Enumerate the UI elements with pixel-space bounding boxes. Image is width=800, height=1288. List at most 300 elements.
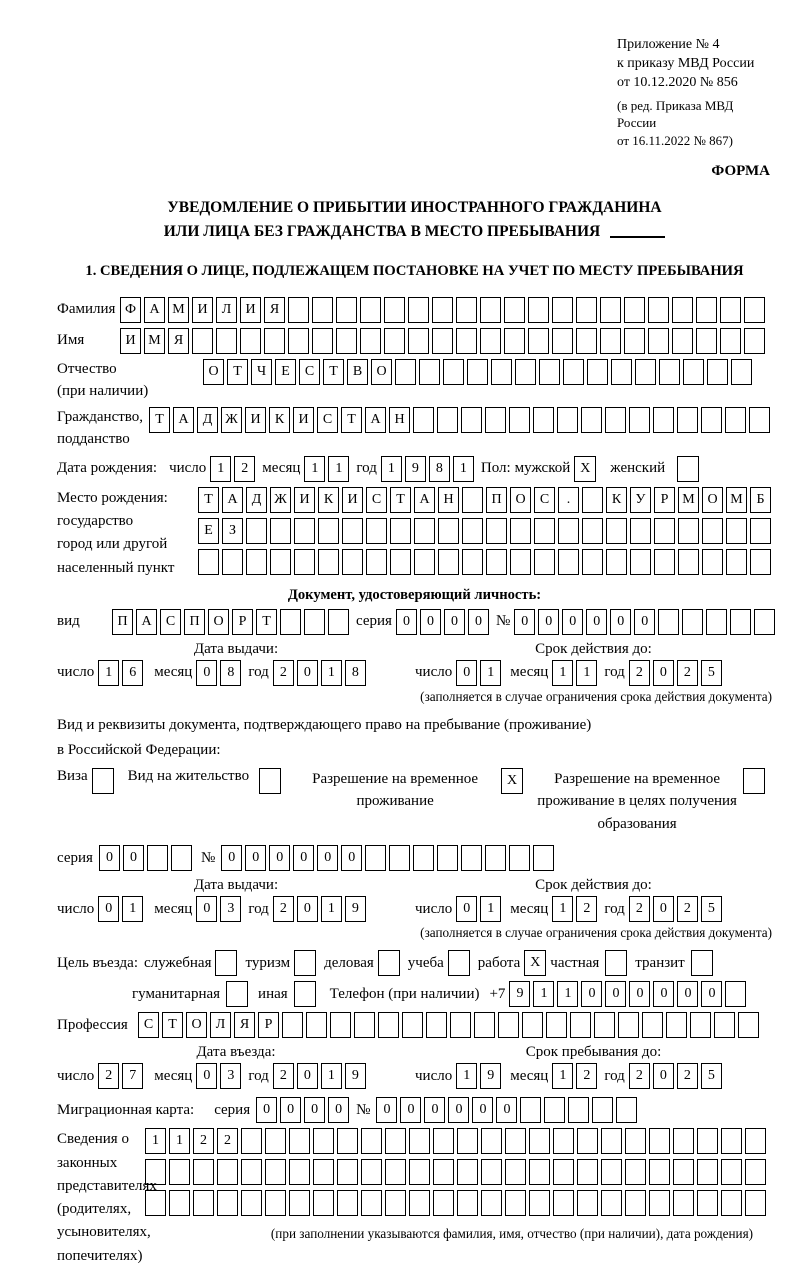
char-cell[interactable]: 0 — [468, 609, 489, 635]
char-cell[interactable] — [328, 609, 349, 635]
purpose-official-checkbox[interactable] — [215, 950, 237, 976]
char-cell[interactable] — [198, 549, 219, 575]
char-cell[interactable]: Р — [258, 1012, 279, 1038]
char-cell[interactable] — [725, 407, 746, 433]
char-cell[interactable] — [582, 487, 603, 513]
char-cell[interactable] — [265, 1159, 286, 1185]
char-cell[interactable] — [649, 1159, 670, 1185]
char-cell[interactable]: 2 — [217, 1128, 238, 1154]
char-cell[interactable] — [707, 359, 728, 385]
char-cell[interactable]: 2 — [576, 896, 597, 922]
char-cell[interactable] — [582, 549, 603, 575]
char-cell[interactable]: С — [138, 1012, 159, 1038]
char-cell[interactable] — [529, 1190, 550, 1216]
char-cell[interactable]: 1 — [576, 660, 597, 686]
char-cell[interactable] — [630, 549, 651, 575]
char-cell[interactable] — [306, 1012, 327, 1038]
char-cell[interactable] — [546, 1012, 567, 1038]
char-cell[interactable]: Е — [275, 359, 296, 385]
char-cell[interactable]: 2 — [576, 1063, 597, 1089]
char-cell[interactable]: 2 — [629, 1063, 650, 1089]
purpose-study-checkbox[interactable] — [448, 950, 470, 976]
char-cell[interactable] — [505, 1128, 526, 1154]
char-cell[interactable] — [461, 407, 482, 433]
purpose-tourism-checkbox[interactable] — [294, 950, 316, 976]
char-cell[interactable] — [294, 518, 315, 544]
char-cell[interactable] — [504, 328, 525, 354]
char-cell[interactable] — [365, 845, 386, 871]
char-cell[interactable] — [171, 845, 192, 871]
char-cell[interactable]: 1 — [480, 660, 501, 686]
char-cell[interactable]: Б — [750, 487, 771, 513]
char-cell[interactable]: 0 — [456, 660, 477, 686]
char-cell[interactable]: И — [192, 297, 213, 323]
char-cell[interactable] — [725, 981, 746, 1007]
char-cell[interactable] — [648, 328, 669, 354]
char-cell[interactable]: 1 — [169, 1128, 190, 1154]
char-cell[interactable] — [510, 549, 531, 575]
char-cell[interactable]: Т — [390, 487, 411, 513]
char-cell[interactable] — [587, 359, 608, 385]
char-cell[interactable] — [217, 1159, 238, 1185]
char-cell[interactable] — [361, 1128, 382, 1154]
char-cell[interactable] — [467, 359, 488, 385]
char-cell[interactable]: 6 — [122, 660, 143, 686]
char-cell[interactable] — [414, 518, 435, 544]
char-cell[interactable] — [577, 1190, 598, 1216]
char-cell[interactable]: М — [168, 297, 189, 323]
char-cell[interactable] — [625, 1190, 646, 1216]
char-cell[interactable] — [304, 609, 325, 635]
char-cell[interactable] — [342, 518, 363, 544]
char-cell[interactable] — [270, 549, 291, 575]
char-cell[interactable] — [457, 1190, 478, 1216]
char-cell[interactable]: 0 — [538, 609, 559, 635]
char-cell[interactable] — [432, 297, 453, 323]
char-cell[interactable]: 2 — [629, 660, 650, 686]
char-cell[interactable]: 1 — [145, 1128, 166, 1154]
char-cell[interactable] — [533, 407, 554, 433]
char-cell[interactable]: 0 — [269, 845, 290, 871]
char-cell[interactable] — [193, 1190, 214, 1216]
char-cell[interactable]: 2 — [273, 1063, 294, 1089]
purpose-humanitarian-checkbox[interactable] — [226, 981, 248, 1007]
char-cell[interactable]: 0 — [610, 609, 631, 635]
char-cell[interactable]: 5 — [701, 896, 722, 922]
char-cell[interactable] — [282, 1012, 303, 1038]
char-cell[interactable]: С — [160, 609, 181, 635]
char-cell[interactable] — [563, 359, 584, 385]
char-cell[interactable] — [528, 297, 549, 323]
char-cell[interactable] — [726, 518, 747, 544]
char-cell[interactable] — [673, 1159, 694, 1185]
char-cell[interactable] — [706, 609, 727, 635]
char-cell[interactable] — [690, 1012, 711, 1038]
char-cell[interactable] — [515, 359, 536, 385]
char-cell[interactable]: 2 — [273, 896, 294, 922]
char-cell[interactable]: М — [726, 487, 747, 513]
char-cell[interactable]: 0 — [634, 609, 655, 635]
char-cell[interactable] — [437, 845, 458, 871]
char-cell[interactable]: 0 — [196, 896, 217, 922]
char-cell[interactable] — [654, 549, 675, 575]
male-checkbox[interactable]: X — [574, 456, 596, 482]
purpose-other-checkbox[interactable] — [294, 981, 316, 1007]
char-cell[interactable]: 1 — [321, 660, 342, 686]
char-cell[interactable] — [389, 845, 410, 871]
char-cell[interactable]: Т — [323, 359, 344, 385]
char-cell[interactable] — [576, 297, 597, 323]
char-cell[interactable]: 1 — [552, 1063, 573, 1089]
char-cell[interactable] — [337, 1190, 358, 1216]
char-cell[interactable] — [318, 549, 339, 575]
char-cell[interactable]: О — [186, 1012, 207, 1038]
char-cell[interactable]: 1 — [210, 456, 231, 482]
visa-checkbox[interactable] — [92, 768, 114, 794]
char-cell[interactable] — [432, 328, 453, 354]
char-cell[interactable] — [486, 549, 507, 575]
char-cell[interactable] — [443, 359, 464, 385]
char-cell[interactable]: Т — [198, 487, 219, 513]
char-cell[interactable] — [697, 1159, 718, 1185]
char-cell[interactable] — [625, 1159, 646, 1185]
char-cell[interactable]: 1 — [304, 456, 325, 482]
char-cell[interactable] — [384, 297, 405, 323]
char-cell[interactable] — [504, 297, 525, 323]
char-cell[interactable]: Р — [654, 487, 675, 513]
char-cell[interactable] — [600, 297, 621, 323]
char-cell[interactable] — [601, 1159, 622, 1185]
char-cell[interactable] — [265, 1128, 286, 1154]
char-cell[interactable] — [534, 518, 555, 544]
char-cell[interactable]: Я — [168, 328, 189, 354]
char-cell[interactable] — [318, 518, 339, 544]
char-cell[interactable]: 0 — [586, 609, 607, 635]
char-cell[interactable] — [696, 328, 717, 354]
char-cell[interactable]: И — [342, 487, 363, 513]
char-cell[interactable] — [522, 1012, 543, 1038]
char-cell[interactable]: А — [173, 407, 194, 433]
char-cell[interactable] — [147, 845, 168, 871]
char-cell[interactable] — [672, 328, 693, 354]
char-cell[interactable]: 0 — [304, 1097, 325, 1123]
char-cell[interactable] — [654, 518, 675, 544]
char-cell[interactable] — [659, 359, 680, 385]
char-cell[interactable]: О — [510, 487, 531, 513]
char-cell[interactable]: 0 — [396, 609, 417, 635]
char-cell[interactable]: А — [365, 407, 386, 433]
char-cell[interactable]: У — [630, 487, 651, 513]
char-cell[interactable] — [192, 328, 213, 354]
char-cell[interactable] — [313, 1190, 334, 1216]
char-cell[interactable]: 9 — [345, 896, 366, 922]
char-cell[interactable]: Я — [264, 297, 285, 323]
char-cell[interactable] — [553, 1190, 574, 1216]
char-cell[interactable] — [289, 1190, 310, 1216]
char-cell[interactable] — [462, 518, 483, 544]
char-cell[interactable] — [553, 1159, 574, 1185]
char-cell[interactable]: . — [558, 487, 579, 513]
char-cell[interactable] — [360, 328, 381, 354]
char-cell[interactable] — [528, 328, 549, 354]
char-cell[interactable] — [577, 1128, 598, 1154]
char-cell[interactable] — [568, 1097, 589, 1123]
char-cell[interactable] — [649, 1190, 670, 1216]
char-cell[interactable] — [726, 549, 747, 575]
char-cell[interactable] — [480, 297, 501, 323]
char-cell[interactable] — [485, 845, 506, 871]
char-cell[interactable]: 3 — [220, 1063, 241, 1089]
char-cell[interactable] — [280, 609, 301, 635]
char-cell[interactable]: 0 — [293, 845, 314, 871]
char-cell[interactable] — [594, 1012, 615, 1038]
char-cell[interactable]: 2 — [193, 1128, 214, 1154]
char-cell[interactable]: 0 — [317, 845, 338, 871]
char-cell[interactable]: 1 — [456, 1063, 477, 1089]
char-cell[interactable] — [750, 549, 771, 575]
char-cell[interactable] — [481, 1128, 502, 1154]
char-cell[interactable]: В — [347, 359, 368, 385]
char-cell[interactable] — [616, 1097, 637, 1123]
char-cell[interactable] — [414, 549, 435, 575]
char-cell[interactable] — [678, 518, 699, 544]
char-cell[interactable] — [624, 328, 645, 354]
char-cell[interactable]: 9 — [480, 1063, 501, 1089]
char-cell[interactable] — [456, 297, 477, 323]
char-cell[interactable] — [570, 1012, 591, 1038]
char-cell[interactable]: 1 — [557, 981, 578, 1007]
char-cell[interactable] — [533, 845, 554, 871]
char-cell[interactable]: И — [120, 328, 141, 354]
purpose-private-checkbox[interactable] — [605, 950, 627, 976]
char-cell[interactable] — [529, 1128, 550, 1154]
char-cell[interactable] — [413, 407, 434, 433]
residence-permit-checkbox[interactable] — [259, 768, 281, 794]
char-cell[interactable] — [539, 359, 560, 385]
char-cell[interactable]: 0 — [456, 896, 477, 922]
char-cell[interactable] — [457, 1159, 478, 1185]
char-cell[interactable] — [193, 1159, 214, 1185]
char-cell[interactable]: 2 — [98, 1063, 119, 1089]
char-cell[interactable] — [337, 1159, 358, 1185]
temp-residence-edu-checkbox[interactable] — [743, 768, 765, 794]
char-cell[interactable]: 0 — [420, 609, 441, 635]
char-cell[interactable]: 0 — [376, 1097, 397, 1123]
char-cell[interactable] — [222, 549, 243, 575]
char-cell[interactable] — [486, 518, 507, 544]
char-cell[interactable]: 0 — [297, 896, 318, 922]
char-cell[interactable] — [601, 1190, 622, 1216]
char-cell[interactable] — [390, 549, 411, 575]
char-cell[interactable]: Р — [232, 609, 253, 635]
char-cell[interactable]: О — [702, 487, 723, 513]
char-cell[interactable] — [702, 518, 723, 544]
char-cell[interactable] — [553, 1128, 574, 1154]
char-cell[interactable]: О — [208, 609, 229, 635]
char-cell[interactable] — [241, 1190, 262, 1216]
char-cell[interactable] — [413, 845, 434, 871]
char-cell[interactable]: Т — [149, 407, 170, 433]
char-cell[interactable]: К — [318, 487, 339, 513]
char-cell[interactable]: А — [414, 487, 435, 513]
char-cell[interactable] — [745, 1128, 766, 1154]
char-cell[interactable] — [683, 359, 704, 385]
char-cell[interactable]: М — [678, 487, 699, 513]
char-cell[interactable]: 0 — [99, 845, 120, 871]
char-cell[interactable] — [509, 845, 530, 871]
char-cell[interactable]: К — [606, 487, 627, 513]
char-cell[interactable]: 1 — [321, 896, 342, 922]
char-cell[interactable] — [361, 1159, 382, 1185]
char-cell[interactable] — [437, 407, 458, 433]
char-cell[interactable]: С — [534, 487, 555, 513]
char-cell[interactable] — [618, 1012, 639, 1038]
char-cell[interactable] — [505, 1190, 526, 1216]
char-cell[interactable] — [241, 1128, 262, 1154]
char-cell[interactable] — [666, 1012, 687, 1038]
char-cell[interactable]: 0 — [496, 1097, 517, 1123]
char-cell[interactable] — [360, 297, 381, 323]
char-cell[interactable] — [378, 1012, 399, 1038]
char-cell[interactable]: Е — [198, 518, 219, 544]
char-cell[interactable]: Т — [227, 359, 248, 385]
char-cell[interactable] — [721, 1159, 742, 1185]
char-cell[interactable] — [480, 328, 501, 354]
purpose-transit-checkbox[interactable] — [691, 950, 713, 976]
char-cell[interactable] — [145, 1190, 166, 1216]
char-cell[interactable] — [534, 549, 555, 575]
char-cell[interactable] — [509, 407, 530, 433]
char-cell[interactable]: 8 — [220, 660, 241, 686]
char-cell[interactable] — [313, 1128, 334, 1154]
char-cell[interactable] — [557, 407, 578, 433]
char-cell[interactable] — [361, 1190, 382, 1216]
char-cell[interactable] — [457, 1128, 478, 1154]
char-cell[interactable]: 0 — [581, 981, 602, 1007]
char-cell[interactable]: М — [144, 328, 165, 354]
char-cell[interactable] — [342, 549, 363, 575]
char-cell[interactable] — [461, 845, 482, 871]
char-cell[interactable] — [678, 549, 699, 575]
char-cell[interactable] — [395, 359, 416, 385]
char-cell[interactable] — [721, 1190, 742, 1216]
char-cell[interactable] — [730, 609, 751, 635]
char-cell[interactable] — [169, 1159, 190, 1185]
char-cell[interactable] — [505, 1159, 526, 1185]
char-cell[interactable] — [288, 297, 309, 323]
char-cell[interactable]: 0 — [196, 660, 217, 686]
char-cell[interactable] — [385, 1128, 406, 1154]
char-cell[interactable] — [682, 609, 703, 635]
char-cell[interactable] — [145, 1159, 166, 1185]
char-cell[interactable] — [433, 1190, 454, 1216]
char-cell[interactable] — [409, 1190, 430, 1216]
char-cell[interactable] — [601, 1128, 622, 1154]
char-cell[interactable]: Л — [210, 1012, 231, 1038]
char-cell[interactable] — [426, 1012, 447, 1038]
char-cell[interactable]: А — [136, 609, 157, 635]
char-cell[interactable]: 0 — [653, 981, 674, 1007]
char-cell[interactable] — [409, 1128, 430, 1154]
char-cell[interactable]: Л — [216, 297, 237, 323]
char-cell[interactable] — [456, 328, 477, 354]
char-cell[interactable]: 2 — [629, 896, 650, 922]
char-cell[interactable]: И — [293, 407, 314, 433]
char-cell[interactable] — [491, 359, 512, 385]
char-cell[interactable]: 1 — [381, 456, 402, 482]
char-cell[interactable] — [649, 1128, 670, 1154]
char-cell[interactable] — [720, 328, 741, 354]
char-cell[interactable]: 8 — [429, 456, 450, 482]
char-cell[interactable] — [625, 1128, 646, 1154]
char-cell[interactable]: 1 — [98, 660, 119, 686]
char-cell[interactable] — [408, 328, 429, 354]
char-cell[interactable]: Ж — [221, 407, 242, 433]
char-cell[interactable] — [552, 297, 573, 323]
char-cell[interactable] — [745, 1190, 766, 1216]
char-cell[interactable]: 0 — [341, 845, 362, 871]
char-cell[interactable] — [312, 328, 333, 354]
char-cell[interactable]: С — [317, 407, 338, 433]
char-cell[interactable] — [624, 297, 645, 323]
char-cell[interactable]: 0 — [448, 1097, 469, 1123]
char-cell[interactable]: 5 — [701, 660, 722, 686]
char-cell[interactable] — [433, 1128, 454, 1154]
char-cell[interactable]: 0 — [472, 1097, 493, 1123]
char-cell[interactable] — [576, 328, 597, 354]
char-cell[interactable] — [642, 1012, 663, 1038]
char-cell[interactable]: 2 — [273, 660, 294, 686]
char-cell[interactable]: 5 — [701, 1063, 722, 1089]
char-cell[interactable] — [409, 1159, 430, 1185]
char-cell[interactable]: 0 — [221, 845, 242, 871]
purpose-work-checkbox[interactable]: X — [524, 950, 546, 976]
char-cell[interactable]: Д — [197, 407, 218, 433]
char-cell[interactable] — [653, 407, 674, 433]
char-cell[interactable] — [701, 407, 722, 433]
char-cell[interactable]: О — [371, 359, 392, 385]
female-checkbox[interactable] — [677, 456, 699, 482]
char-cell[interactable] — [240, 328, 261, 354]
char-cell[interactable] — [629, 407, 650, 433]
char-cell[interactable] — [600, 328, 621, 354]
char-cell[interactable] — [289, 1159, 310, 1185]
char-cell[interactable]: 0 — [514, 609, 535, 635]
char-cell[interactable] — [419, 359, 440, 385]
char-cell[interactable] — [169, 1190, 190, 1216]
char-cell[interactable] — [630, 518, 651, 544]
char-cell[interactable] — [294, 549, 315, 575]
char-cell[interactable]: З — [222, 518, 243, 544]
char-cell[interactable] — [745, 1159, 766, 1185]
char-cell[interactable]: Д — [246, 487, 267, 513]
char-cell[interactable]: 1 — [122, 896, 143, 922]
char-cell[interactable]: 1 — [328, 456, 349, 482]
char-cell[interactable]: 7 — [122, 1063, 143, 1089]
char-cell[interactable]: С — [366, 487, 387, 513]
char-cell[interactable] — [481, 1159, 502, 1185]
char-cell[interactable]: Ч — [251, 359, 272, 385]
char-cell[interactable] — [510, 518, 531, 544]
char-cell[interactable]: П — [112, 609, 133, 635]
char-cell[interactable]: 0 — [98, 896, 119, 922]
char-cell[interactable]: Т — [162, 1012, 183, 1038]
char-cell[interactable]: 0 — [297, 660, 318, 686]
char-cell[interactable] — [241, 1159, 262, 1185]
char-cell[interactable]: 0 — [653, 1063, 674, 1089]
char-cell[interactable]: 1 — [321, 1063, 342, 1089]
char-cell[interactable]: Н — [389, 407, 410, 433]
